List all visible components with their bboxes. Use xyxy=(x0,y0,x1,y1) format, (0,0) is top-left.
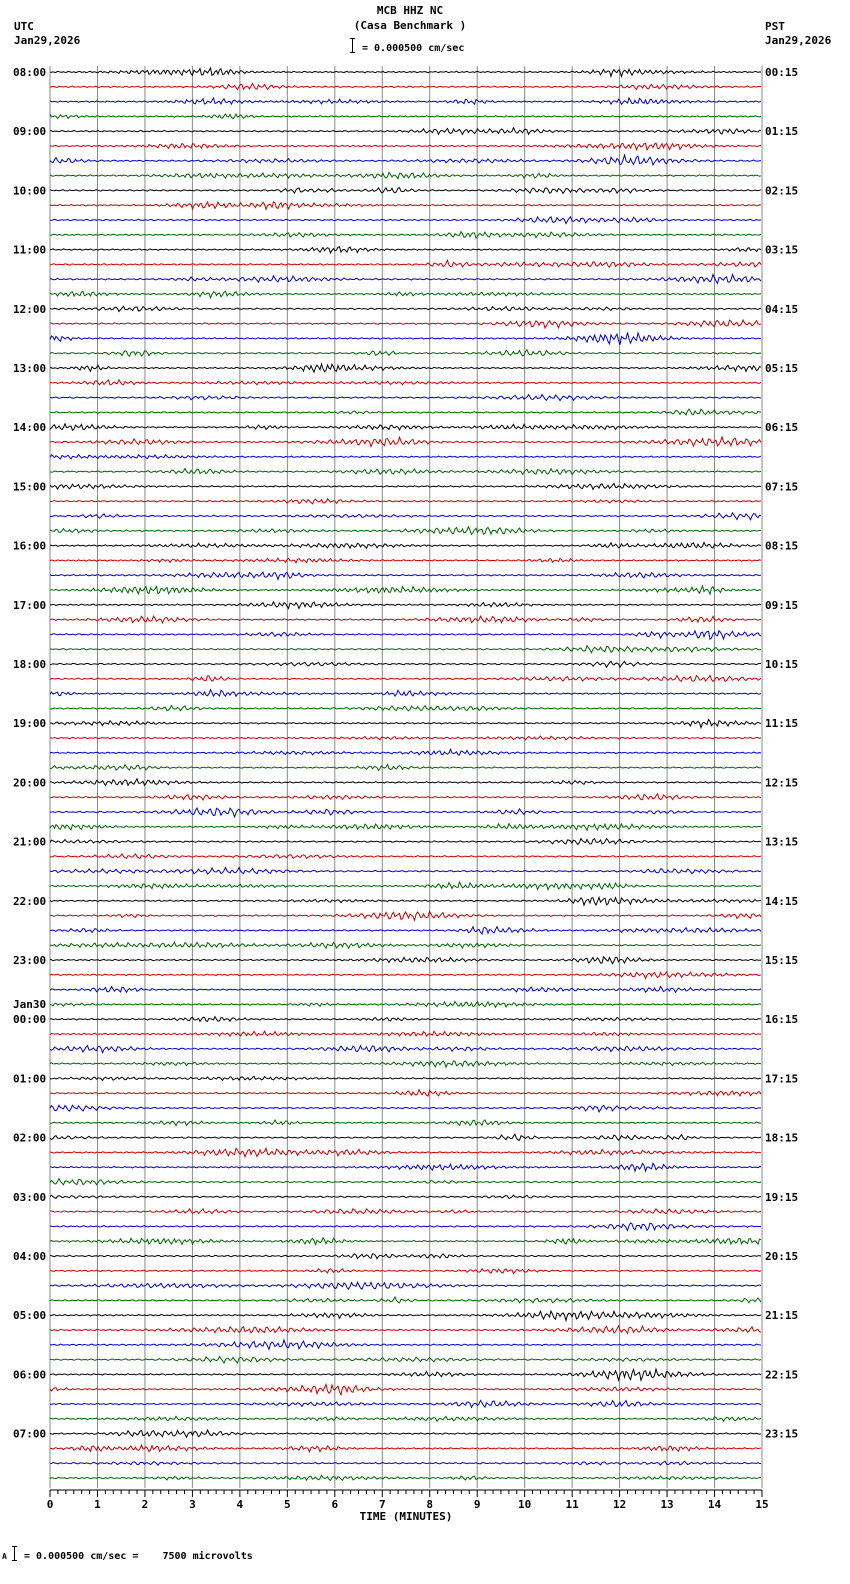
seismic-trace xyxy=(50,68,761,77)
x-tick-label: 5 xyxy=(284,1498,291,1511)
pst-hour-label: 12:15 xyxy=(765,776,799,790)
utc-hour-label: 05:00 xyxy=(13,1309,47,1323)
seismic-trace xyxy=(50,1163,761,1171)
x-axis-label: TIME (MINUTES) xyxy=(359,1510,453,1523)
x-tick-label: 12 xyxy=(612,1498,627,1511)
chart-title: MCB HHZ NC xyxy=(376,4,444,17)
seismic-trace xyxy=(50,661,761,667)
utc-hour-label: 15:00 xyxy=(13,480,47,494)
seismic-trace xyxy=(50,437,761,447)
seismic-trace xyxy=(50,602,761,609)
utc-hour-label: 00:00 xyxy=(13,1013,47,1027)
x-tick-label: 7 xyxy=(378,1498,386,1511)
seismic-trace xyxy=(50,1148,761,1157)
seismic-trace xyxy=(50,1195,761,1198)
utc-hour-label: 22:00 xyxy=(13,894,47,908)
x-tick-label: 11 xyxy=(565,1498,579,1511)
seismic-trace xyxy=(50,1326,761,1334)
seismic-trace xyxy=(50,155,761,165)
seismic-trace xyxy=(50,897,761,905)
seismic-trace xyxy=(50,499,761,504)
seismic-trace xyxy=(50,882,761,890)
seismic-trace xyxy=(50,1223,761,1231)
seismic-trace xyxy=(50,1384,761,1394)
utc-hour-label: 14:00 xyxy=(13,421,47,435)
pst-hour-label: 00:15 xyxy=(765,66,799,79)
pst-hour-label: 09:15 xyxy=(765,598,799,612)
seismic-trace xyxy=(50,986,761,992)
seismic-trace xyxy=(50,1046,761,1053)
seismic-trace xyxy=(50,824,761,831)
seismic-trace xyxy=(50,867,761,873)
seismic-trace xyxy=(50,188,761,194)
seismic-trace xyxy=(50,1340,761,1349)
seismic-trace xyxy=(50,646,761,653)
seismic-trace xyxy=(50,1001,761,1007)
seismic-trace xyxy=(50,957,761,964)
x-tick-label: 15 xyxy=(755,1498,769,1511)
pst-hour-label: 05:15 xyxy=(765,362,799,375)
seismic-trace xyxy=(50,128,761,135)
x-tick-label: 4 xyxy=(236,1498,244,1511)
pst-hour-label: 14:15 xyxy=(765,894,799,908)
x-tick-label: 1 xyxy=(94,1498,101,1511)
seismic-trace xyxy=(50,854,761,859)
seismic-trace xyxy=(50,616,761,623)
seismic-trace xyxy=(50,513,761,520)
left-timezone: UTC xyxy=(14,20,34,33)
seismic-trace xyxy=(50,1090,761,1096)
seismic-trace xyxy=(50,395,761,401)
pst-hour-label: 23:15 xyxy=(765,1427,799,1441)
pst-hour-label: 03:15 xyxy=(765,243,799,257)
seismic-trace xyxy=(50,631,761,640)
right-date: Jan29,2026 xyxy=(765,34,832,47)
seismic-trace xyxy=(50,1031,761,1036)
seismic-trace xyxy=(50,1120,761,1126)
seismic-trace xyxy=(50,972,761,979)
seismic-trace xyxy=(50,838,761,844)
seismic-trace xyxy=(50,1369,761,1380)
seismic-trace xyxy=(50,1105,761,1112)
x-tick-label: 2 xyxy=(141,1498,149,1511)
seismic-trace xyxy=(50,380,761,385)
utc-hour-label: 01:00 xyxy=(13,1072,47,1086)
seismic-trace xyxy=(50,1282,761,1289)
seismic-trace xyxy=(50,1134,761,1140)
seismic-trace xyxy=(50,1445,761,1452)
seismic-trace xyxy=(50,232,761,239)
seismic-trace xyxy=(50,1311,761,1320)
seismic-trace xyxy=(50,1416,761,1421)
seismic-trace xyxy=(50,409,761,415)
pst-hour-label: 19:15 xyxy=(765,1190,799,1204)
seismic-trace xyxy=(50,1430,761,1437)
pst-hour-label: 07:15 xyxy=(765,480,799,494)
x-tick-label: 9 xyxy=(473,1498,481,1511)
seismic-trace xyxy=(50,1179,761,1185)
seismic-trace xyxy=(50,794,761,800)
utc-hour-label: 10:00 xyxy=(13,184,47,198)
seismic-trace xyxy=(50,1017,761,1022)
utc-hour-label: 23:00 xyxy=(13,954,47,967)
seismic-trace xyxy=(50,114,761,119)
x-tick-label: 0 xyxy=(46,1498,54,1511)
seismic-trace xyxy=(50,586,761,594)
seismic-trace xyxy=(50,350,761,357)
seismic-trace xyxy=(50,749,761,755)
seismic-trace xyxy=(50,1076,761,1080)
seismic-trace xyxy=(50,332,761,344)
seismic-trace xyxy=(50,260,761,267)
scale-label: = 0.000500 cm/sec xyxy=(362,43,465,54)
pst-hour-label: 20:15 xyxy=(765,1250,799,1263)
seismic-trace xyxy=(50,83,761,89)
x-tick-label: 13 xyxy=(660,1498,674,1511)
x-tick-label: 10 xyxy=(518,1498,532,1511)
seismic-trace xyxy=(50,705,761,710)
footer-prefix: A xyxy=(2,1552,7,1561)
seismic-trace xyxy=(50,202,761,209)
seismic-trace xyxy=(50,98,761,104)
utc-hour-label: 19:00 xyxy=(13,717,47,731)
pst-hour-label: 17:15 xyxy=(765,1072,799,1086)
utc-hour-label: 09:00 xyxy=(13,125,47,139)
seismic-trace xyxy=(50,542,761,548)
utc-hour-label: 02:00 xyxy=(13,1131,47,1145)
seismic-trace xyxy=(50,1238,761,1245)
chart-subtitle: (Casa Benchmark ) xyxy=(353,19,467,32)
pst-hour-label: 11:15 xyxy=(765,717,799,731)
utc-hour-label: 17:00 xyxy=(13,598,47,612)
utc-hour-label: 11:00 xyxy=(13,243,47,257)
seismic-trace xyxy=(50,247,761,253)
left-date: Jan29,2026 xyxy=(14,34,81,47)
pst-hour-label: 06:15 xyxy=(765,421,799,435)
x-tick-label: 6 xyxy=(331,1498,339,1511)
pst-hour-label: 01:15 xyxy=(765,125,799,139)
pst-hour-label: 13:15 xyxy=(765,835,799,849)
seismic-trace xyxy=(50,1475,761,1480)
seismic-trace xyxy=(50,143,761,150)
seismic-trace xyxy=(50,558,761,563)
seismic-trace xyxy=(50,1209,761,1214)
utc-hour-label: 18:00 xyxy=(13,658,47,671)
pst-hour-label: 08:15 xyxy=(765,539,799,553)
utc-hour-label: 13:00 xyxy=(13,362,47,375)
seismic-trace xyxy=(50,364,761,372)
footer-scale-label: = 0.000500 cm/sec = 7500 microvolts xyxy=(24,1551,253,1562)
seismic-trace xyxy=(50,1269,761,1274)
seismic-trace xyxy=(50,320,761,328)
seismic-trace xyxy=(50,690,761,697)
right-timezone: PST xyxy=(765,20,785,33)
seismic-trace xyxy=(50,720,761,728)
seismic-trace xyxy=(50,274,761,283)
seismic-trace xyxy=(50,1356,761,1363)
seismic-trace xyxy=(50,942,761,948)
pst-hour-label: 16:15 xyxy=(765,1013,799,1027)
date-change-label: Jan30 xyxy=(13,998,47,1012)
utc-hour-label: 16:00 xyxy=(13,539,47,553)
pst-hour-label: 10:15 xyxy=(765,658,799,671)
seismic-trace xyxy=(50,527,761,535)
seismic-trace xyxy=(50,779,761,786)
pst-hour-label: 18:15 xyxy=(765,1131,799,1145)
utc-hour-label: 07:00 xyxy=(13,1427,47,1441)
seismic-trace xyxy=(50,455,761,459)
pst-hour-label: 21:15 xyxy=(765,1309,799,1323)
seismic-trace xyxy=(50,675,761,681)
utc-hour-label: 21:00 xyxy=(13,835,47,849)
seismic-trace xyxy=(50,927,761,934)
seismic-trace xyxy=(50,291,761,297)
seismic-trace xyxy=(50,1297,761,1303)
pst-hour-label: 15:15 xyxy=(765,954,799,967)
seismic-trace xyxy=(50,306,761,311)
pst-hour-label: 02:15 xyxy=(765,184,799,198)
utc-hour-label: 03:00 xyxy=(13,1190,47,1204)
seismic-trace xyxy=(50,572,761,579)
utc-hour-label: 20:00 xyxy=(13,776,47,790)
seismic-trace xyxy=(50,764,761,770)
utc-hour-label: 08:00 xyxy=(13,66,47,79)
seismic-trace xyxy=(50,1400,761,1407)
x-tick-label: 8 xyxy=(426,1498,434,1511)
seismic-trace xyxy=(50,911,761,920)
pst-hour-label: 22:15 xyxy=(765,1368,799,1382)
seismic-trace xyxy=(50,217,761,224)
utc-hour-label: 12:00 xyxy=(13,302,47,316)
seismic-trace xyxy=(50,1254,761,1259)
utc-hour-label: 06:00 xyxy=(13,1368,47,1382)
seismic-trace xyxy=(50,1061,761,1067)
x-tick-label: 14 xyxy=(707,1498,722,1511)
seismic-trace xyxy=(50,483,761,489)
seismic-trace xyxy=(50,424,761,430)
seismic-trace xyxy=(50,736,761,740)
seismic-trace xyxy=(50,468,761,474)
x-tick-label: 3 xyxy=(189,1498,196,1511)
utc-hour-label: 04:00 xyxy=(13,1250,47,1263)
pst-hour-label: 04:15 xyxy=(765,302,799,316)
seismic-trace xyxy=(50,808,761,817)
seismic-trace xyxy=(50,172,761,178)
seismic-trace xyxy=(50,1461,761,1465)
